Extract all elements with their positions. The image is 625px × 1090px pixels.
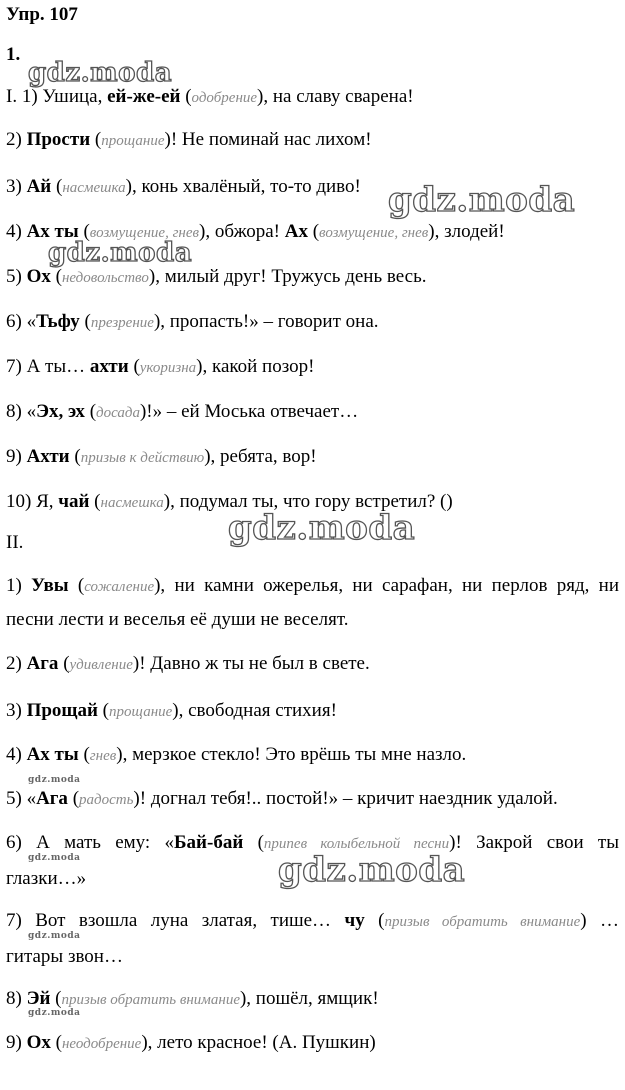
interjection: Ах ты [26,221,79,242]
meaning-note: прощание [101,133,165,149]
part1-number: 1. [6,44,21,65]
line-text: ( [50,1032,62,1053]
line-text: 3) [6,700,27,721]
meaning-note: возмущение, гнев [319,225,429,241]
meaning-note: припев колыбельной песни [263,836,450,852]
line-text: )! Закрой свои ты [449,832,619,853]
line-text: ( [180,86,192,107]
text-line [6,86,619,109]
line-text: 6) А мать ему: « [6,832,174,853]
line-text: ( [243,832,264,853]
meaning-note: досада [96,405,140,421]
line-text: ( [50,988,62,1009]
meaning-note: одобрение [191,90,258,106]
line-text: ( [78,744,90,765]
interjection: Ах ты [26,744,79,765]
text-line [6,700,619,723]
interjection: Прости [26,129,91,150]
meaning-note: призыв к действию [80,450,205,466]
watermark: gdz.moda [28,58,173,88]
watermark: gdz.moda [388,180,576,220]
meaning-note: удивление [69,657,133,673]
interjection: Увы [31,575,69,596]
line-text: глазки…» [6,868,87,889]
line-text: ( [50,266,62,287]
watermark: gdz.moda [48,238,193,268]
line-text: ), ребята, вор! [204,446,317,467]
line-text: ( [79,311,91,332]
line-text: ( [67,788,80,809]
watermark: gdz.moda [228,508,416,548]
text-line [6,311,619,334]
text-line [6,446,619,469]
text-line [6,910,619,933]
line-text: ( [68,575,85,596]
line-text: ), какой позор! [196,356,315,377]
line-text: ), злодей! [428,221,505,242]
line-text: 6) « [6,311,37,332]
interjection: Ох [26,1032,51,1053]
line-text: ), на славу сварена! [257,86,414,107]
meaning-note: возмущение, гнев [89,225,200,241]
interjection: Ахти [26,446,70,467]
line-text: ( [97,700,109,721]
text-line [6,401,619,424]
meaning-note: укоризна [139,360,197,376]
line-text: ), милый друг! Тружусь день весь. [148,266,427,287]
meaning-note: презрение [90,315,154,331]
watermark: gdz.moda [28,931,81,941]
line-text: 7) Вот взошла луна златая, тише… [6,910,345,931]
meaning-note: призыв обратить внимание [61,992,240,1008]
line-text: ( [58,653,70,674]
line-text: 5) « [6,788,37,809]
line-text: 5) [6,266,27,287]
line-text: ), свободная стихия! [172,700,337,721]
text-line [6,1032,619,1055]
line-text: 9) [6,1032,27,1053]
line-text: ( [307,221,320,242]
line-text: гитары звон… [6,946,123,967]
text-line [6,609,619,631]
meaning-note: неодобрение [61,1036,142,1052]
text-line [6,575,619,598]
meaning-note: недовольство [61,270,149,286]
interjection: чай [58,491,90,512]
text-line [6,653,619,676]
line-text: 4) [6,221,27,242]
text-line [6,988,619,1011]
part2-label: II. [6,532,24,553]
meaning-note: насмешка [100,495,164,511]
line-text: 2) [6,129,27,150]
interjection: Ох [26,266,51,287]
line-text: ), мерзкое стекло! Это врёшь ты мне назло. [116,744,467,765]
interjection: Ага [36,788,68,809]
interjection: Ага [26,653,59,674]
line-text: )!» – ей Моська отвечает… [139,401,359,422]
interjection: Ай [26,176,52,197]
watermark: gdz.moda [28,775,81,785]
interjection: Ах [284,221,308,242]
line-text: ), обжора! [199,221,285,242]
interjection: Эх, эх [36,401,85,422]
text-line [6,356,619,379]
line-text: ), лето красное! (А. Пушкин) [141,1032,376,1053]
meaning-note: гнев [89,748,117,764]
line-text: )! Не поминай нас лихом! [164,129,372,150]
line-text: ), пропасть!» – говорит она. [153,311,379,332]
line-text: ( [89,491,101,512]
line-text: 9) [6,446,27,467]
meaning-note: прощание [109,704,173,720]
meaning-note: призыв обратить внимание [384,914,581,930]
meaning-note: насмешка [62,180,126,196]
line-text: I. 1) Ушица, [6,86,108,107]
interjection: Бай-бай [173,832,244,853]
text-line [6,946,619,968]
line-text: ( [84,401,97,422]
line-text: ) … [580,910,620,931]
line-text: )! догнал тебя!.. постой!» – кричит наездник удалой. [133,788,558,809]
line-text: ), подумал ты, что гору встретил? () [163,491,453,512]
line-text: ), пошёл, ямщик! [239,988,379,1009]
line-text: 7) А ты… [6,356,90,377]
line-text: ( [78,221,90,242]
interjection: ей-же-ей [107,86,181,107]
line-text: 2) [6,653,27,674]
line-text: 4) [6,744,27,765]
meaning-note: сожаление [84,579,155,595]
text-line [6,129,619,152]
interjection: Эй [26,988,51,1009]
line-text: 1) [6,575,32,596]
line-text: ), ни камни ожерелья, ни сарафан, ни перлов ряд, ни [154,575,620,596]
line-text: 3) [6,176,27,197]
line-text: ( [51,176,63,197]
watermark: gdz.moda [28,853,81,863]
line-text: ( [90,129,102,150]
line-text: 10) Я, [6,491,59,512]
meaning-note: радость [79,792,134,808]
watermark: gdz.moda [278,850,466,890]
line-text: ( [69,446,81,467]
line-text: 8) [6,988,27,1009]
line-text: ), конь хвалёный, то-то диво! [125,176,361,197]
line-text: )! Давно ж ты не был в свете. [132,653,370,674]
interjection: чу [344,910,365,931]
exercise-title: Упр. 107 [6,4,78,25]
interjection: Прощай [26,700,98,721]
text-line [6,266,619,289]
interjection: ахти [89,356,129,377]
text-line [6,744,619,767]
line-text: ( [364,910,385,931]
text-line [6,788,619,811]
interjection: Тьфу [36,311,80,332]
watermark: gdz.moda [28,1008,81,1018]
line-text: песни лести и веселья её души не веселят. [6,609,349,630]
line-text: ( [128,356,140,377]
line-text: 8) « [6,401,37,422]
